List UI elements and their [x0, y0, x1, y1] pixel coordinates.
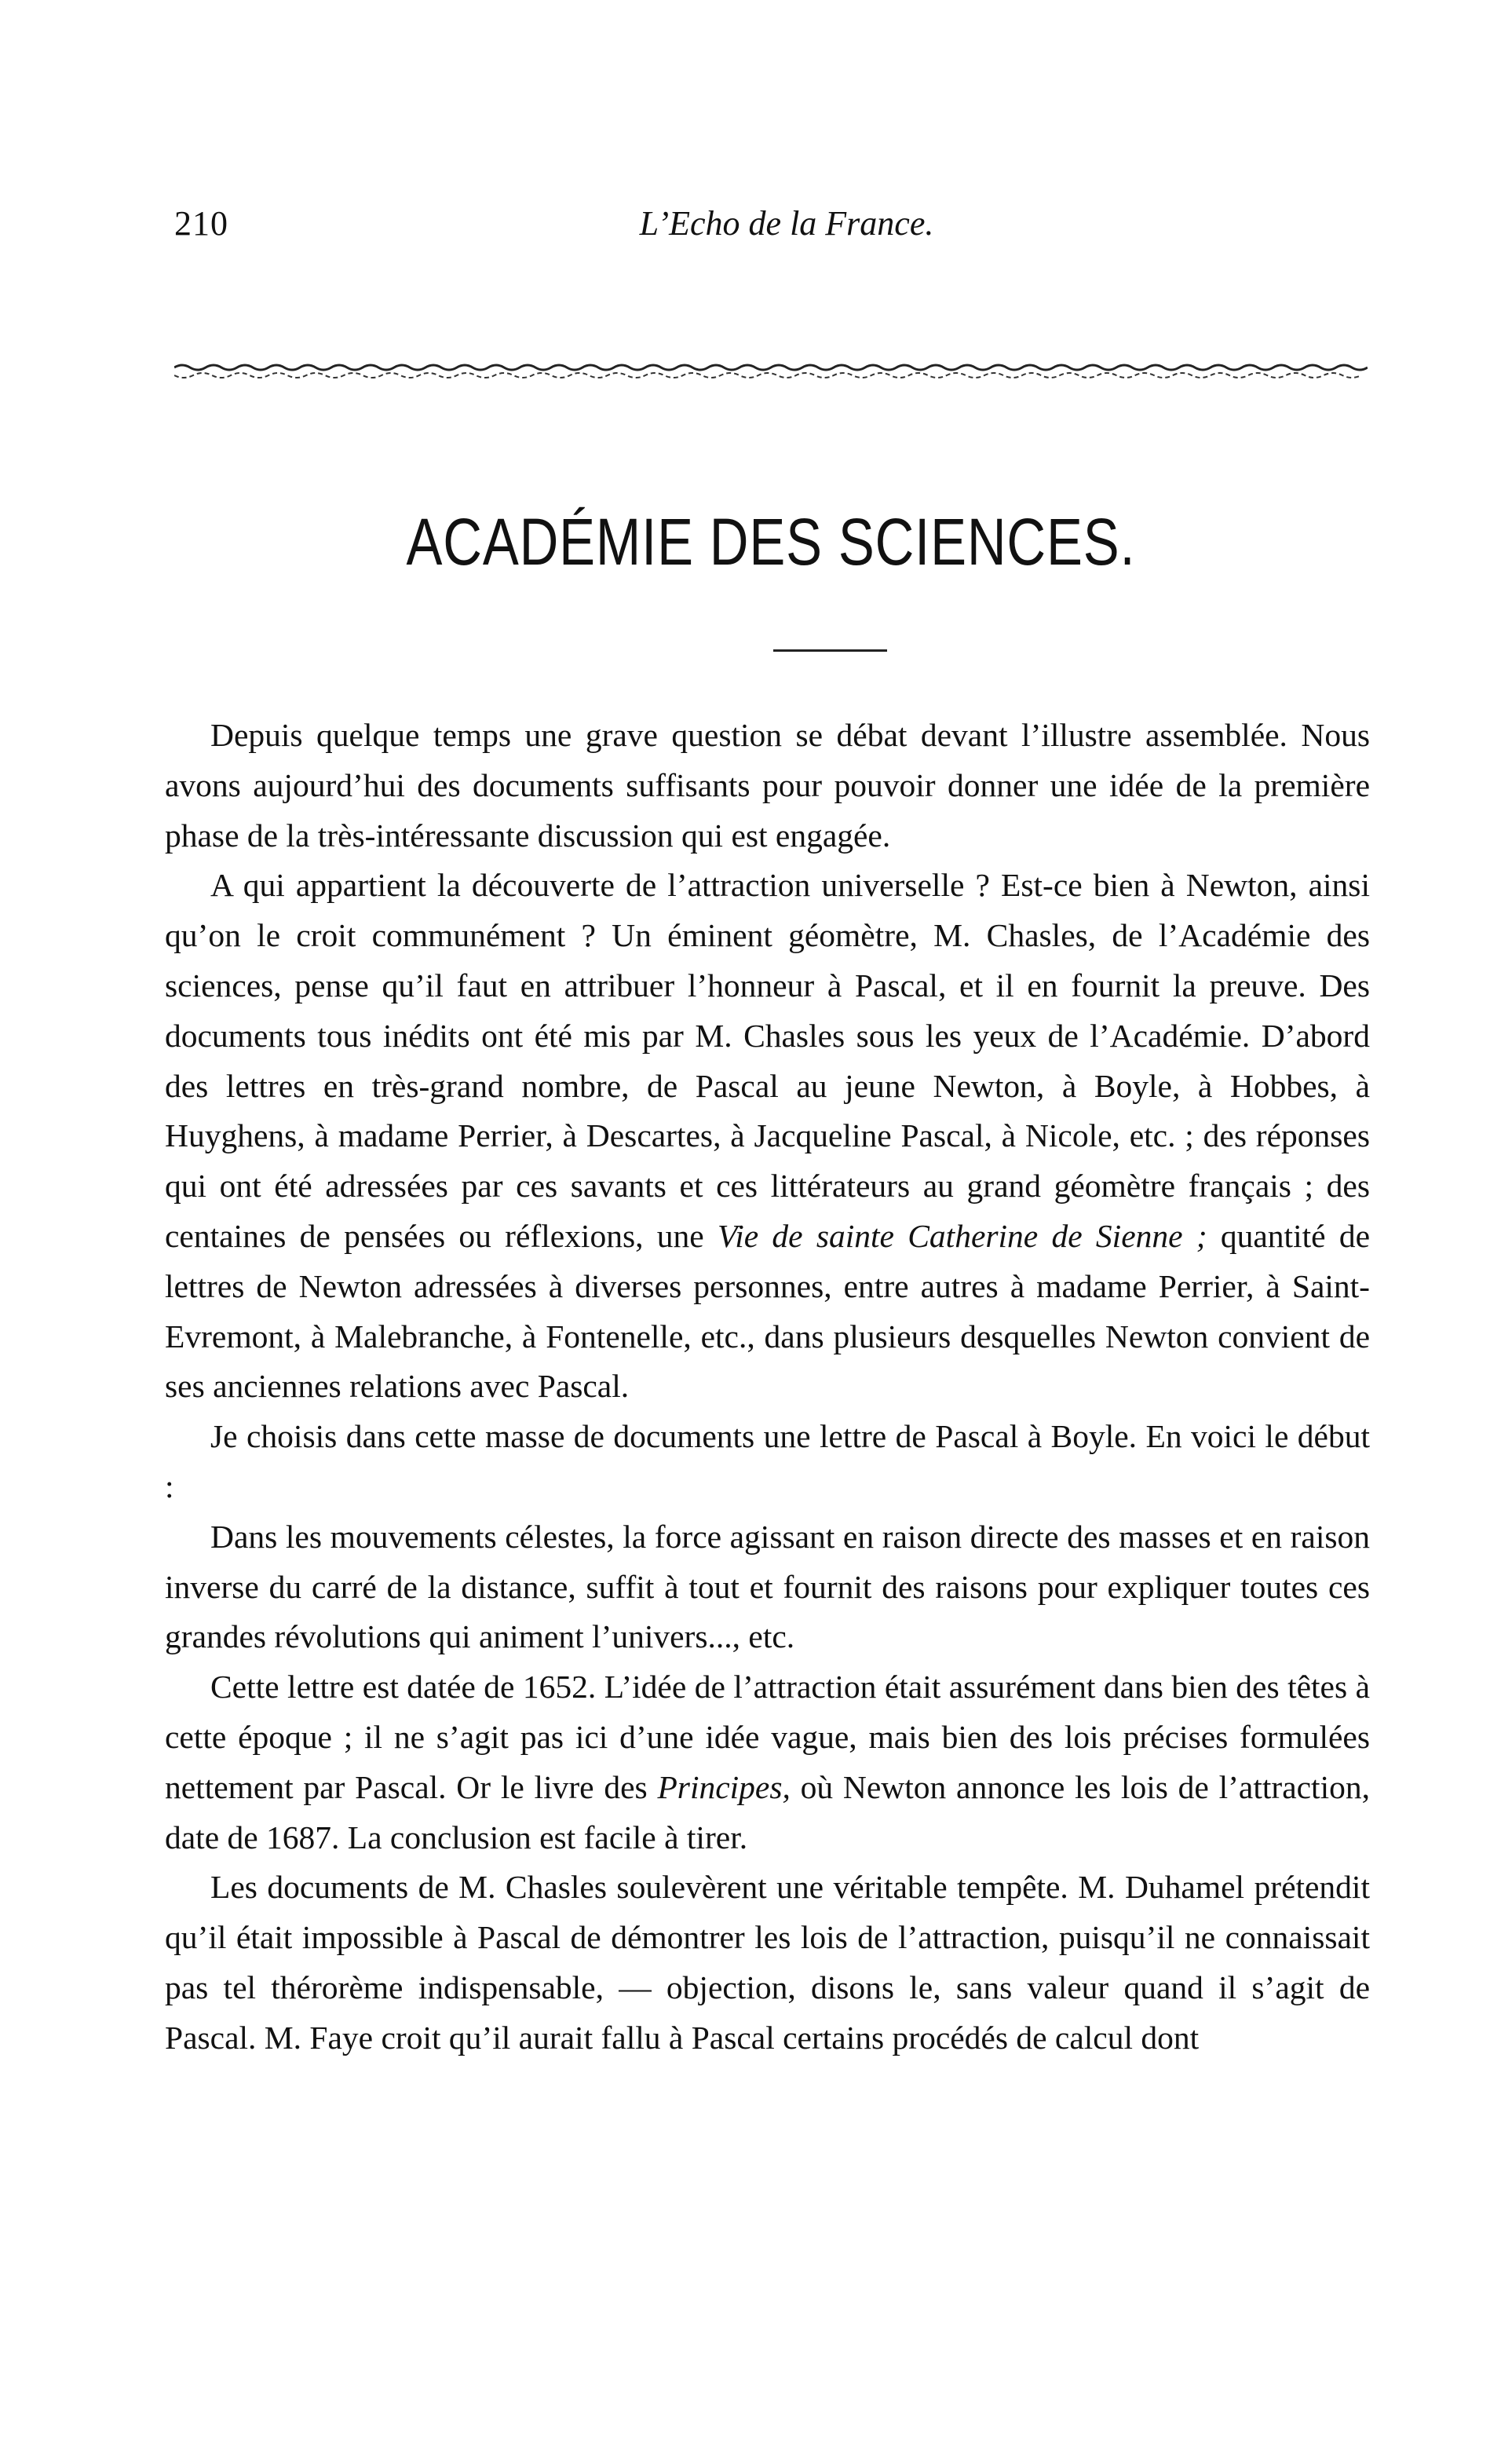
running-title: L’Echo de la France.	[639, 204, 934, 243]
article-body	[165, 711, 1370, 2064]
title-underline-rule	[773, 649, 887, 652]
paragraph-5-text-end: où Newton annonce les lois de l’attraction, date de 1687. La conclusion est facile à tirer.	[165, 1768, 1370, 1855]
page-header	[174, 200, 1368, 255]
paragraph-4-quotation: Dans les mouvements célestes, la force agissant en raison directe des masses et en raison inverse du carré de la distance, suffit à tout et fournit des raisons pour expliquer toutes ces grandes révolutions qui animent l’univers..., etc.	[165, 1518, 1370, 1655]
decorative-rule-ornament	[174, 363, 1368, 383]
page-number: 210	[174, 204, 228, 243]
book-title-italic: Vie de sainte Catherine de Sienne ;	[717, 1217, 1207, 1254]
paragraph-2-text-start: A qui appartient la découverte de l’attraction universelle ? Est-ce bien à Newton, ainsi qu’on le croit communément ? Un éminent géomètre, M. Chasles, de l’Académie des sciences, pense qu’il faut en attribuer l’honneur à Pascal, et il en fournit la preuve. Des documents tous inédits ont été mis par M. Chasles sous les yeux de l’Académie. D’abord des lettres en très-grand nombre, de Pascal au jeune Newton, à Boyle, à Hobbes, à Huyghens, à madame Perrier, à Descartes, à Jacqueline Pascal, à Nicole, etc. ; des réponses qui ont été adressées par ces savants et ces littérateurs au grand géomètre français ; des centaines de pensées ou réflexions, une	[165, 867, 1370, 1254]
paragraph-5-text-start: Cette lettre est datée de 1652. L’idée de l’attraction était assurément dans bien des têtes à cette époque ; il ne s’agit pas ici d’une idée vague, mais bien des lois précises formulées nettement par Pascal. Or le livre des	[165, 1669, 1370, 1805]
paragraph-1: Depuis quelque temps une grave question se débat devant l’illustre assemblée. Nous avons aujourd’hui des documents suffisants pour pouvoir donner une idée de la première phase de la très-intéressante discussion qui est engagée.	[165, 717, 1370, 854]
paragraph-2	[165, 861, 1370, 1412]
section-title: ACADÉMIE DES SCIENCES.	[406, 505, 1136, 579]
paragraph-6: Les documents de M. Chasles soulevèrent une véritable tempête. M. Duhamel prétendit qu’il était impossible à Pascal de démontrer les lois de l’attraction, puisqu’il ne connaissait pas tel thérorème indispensable, — objection, disons le, sans valeur quand il s’agit de Pascal. M. Faye croit qu’il aurait fallu à Pascal certains procédés de calcul dont	[165, 1869, 1370, 2056]
paragraph-5	[165, 1662, 1370, 1863]
principes-title-italic: Principes,	[657, 1768, 791, 1805]
paragraph-2-text-end: quantité de lettres de Newton adressées à diverses personnes, entre autres à madame Perrier, à Saint-Evremont, à Malebranche, à Fontenelle, etc., dans plusieurs desquelles Newton convient de ses anciennes relations avec Pascal.	[165, 1217, 1370, 1405]
paragraph-3: Je choisis dans cette masse de documents une lettre de Pascal à Boyle. En voici le début :	[165, 1418, 1370, 1504]
